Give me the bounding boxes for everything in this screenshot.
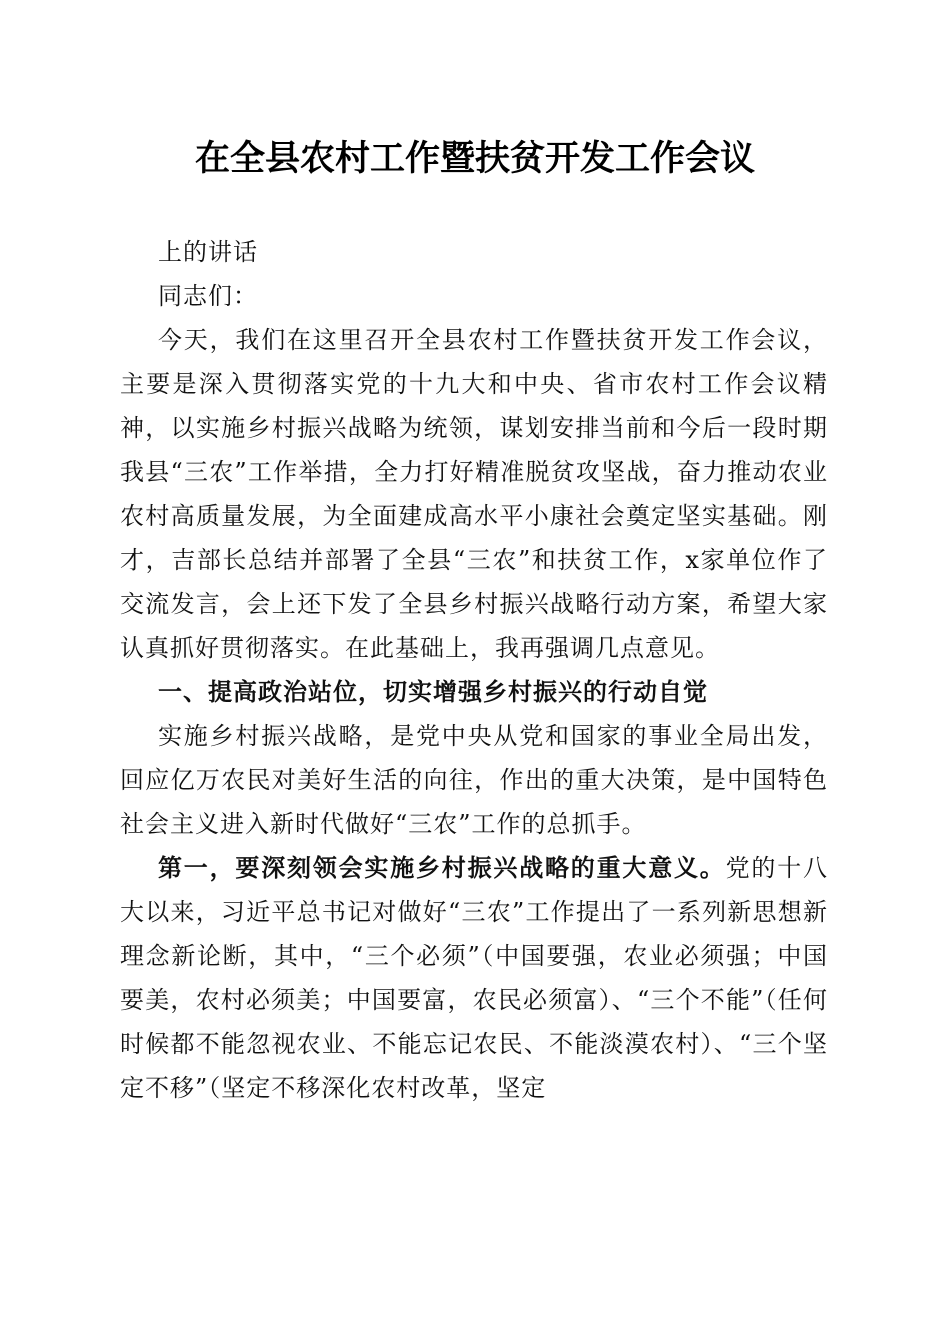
section-heading-1: 一、提高政治站位，切实增强乡村振兴的行动自觉 [158, 677, 708, 706]
intro-paragraph: 今天，我们在这里召开全县农村工作暨扶贫开发工作会议，主要是深入贯彻落实党的十九大和中央、省市农村工作会议精神，以实施乡村振兴战略为统领，谋划安排当前和今后一段时期我县“三农”工作举措，全力打好精准脱贫攻坚战，奋力推动农业农村高质量发展，为全面建成高水平小康社会奠定坚实基础。刚才，吉部长总结并部署了全县“三农”和扶贫工作，x家单位作了交流发言，会上还下发了全县乡村振兴战略行动方案，希望大家认真抓好贯彻落实。在此基础上，我再强调几点意见。 [120, 326, 828, 662]
section-1-paragraph: 实施乡村振兴战略，是党中央从党和国家的事业全局出发，回应亿万农民对美好生活的向往，作出的重大决策，是中国特色社会主义进入新时代做好“三农”工作的总抓手。 [120, 722, 828, 838]
document-body [120, 230, 828, 1110]
point-1-text: 党的十八大以来，习近平总书记对做好“三农”工作提出了一系列新思想新理念新论断，其中，“三个必须”（中国要强，农业必须强；中国要美，农村必须美；中国要富，农民必须富）、“三个不能”（任何时候都不能忽视农业、不能忘记农民、不能淡漠农村）、“三个坚定不移”（坚定不移深化农村改革，坚定 [120, 854, 829, 1102]
point-1-paragraph [120, 846, 828, 1110]
subtitle-line: 上的讲话 [158, 238, 258, 266]
document-title: 在全县农村工作暨扶贫开发工作会议 [194, 138, 755, 179]
point-1-lead: 第一，要深刻领会实施乡村振兴战略的重大意义。 [158, 853, 726, 882]
salutation: 同志们： [158, 282, 258, 310]
